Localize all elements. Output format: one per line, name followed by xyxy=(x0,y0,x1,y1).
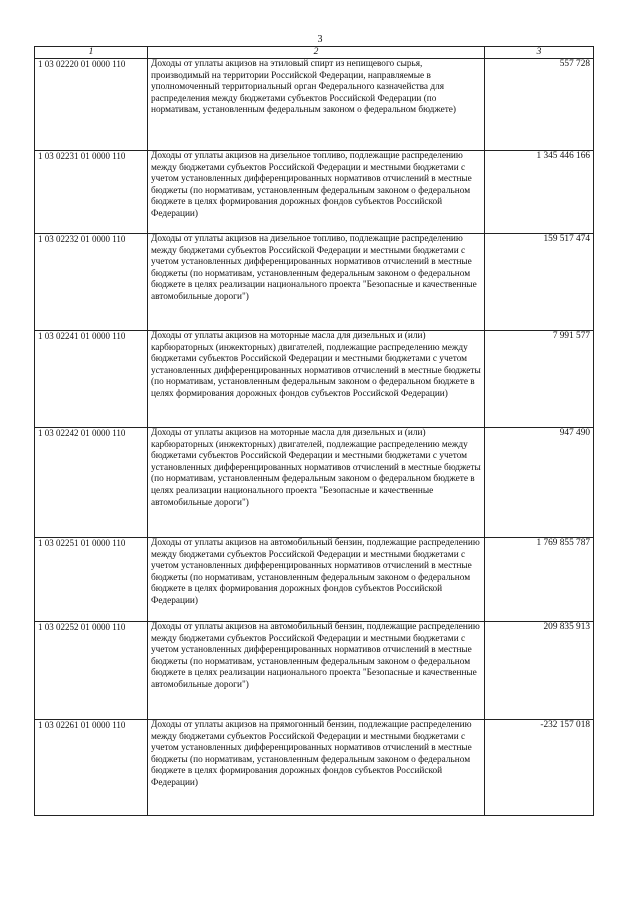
revenue-code-cell: 1 03 02220 01 0000 110 xyxy=(35,59,148,151)
revenue-amount-cell: 159 517 474 xyxy=(485,234,594,331)
revenue-amount-cell: 7 991 577 xyxy=(485,331,594,428)
revenue-code-cell: 1 03 02242 01 0000 110 xyxy=(35,428,148,538)
budget-revenue-table xyxy=(34,46,594,816)
revenue-name-cell: Доходы от уплаты акцизов на автомобильный бензин, подлежащие распределению между бюджетами субъектов Российской Федерации и местными бюджетами с учетом установленных дифференцированных нормативов отчислений в местные бюджеты (по нормативам, установленным федеральным законом о федеральном бюджете в целях реализации национального проекта "Безопасные и качественные автомобильные дороги") xyxy=(148,622,485,720)
page-number: 3 xyxy=(317,34,323,45)
revenue-code-cell: 1 03 02241 01 0000 110 xyxy=(35,331,148,428)
table-row xyxy=(35,234,594,331)
revenue-amount-cell: 557 728 xyxy=(485,59,594,151)
table-row xyxy=(35,428,594,538)
revenue-code-cell: 1 03 02261 01 0000 110 xyxy=(35,720,148,816)
revenue-code-cell: 1 03 02231 01 0000 110 xyxy=(35,151,148,234)
revenue-name-cell: Доходы от уплаты акцизов на автомобильный бензин, подлежащие распределению между бюджетами субъектов Российской Федерации и местными бюджетами с учетом установленных дифференцированных нормативов отчислений в местные бюджеты (по нормативам, установленным федеральным законом о федеральном бюджете в целях формирования дорожных фондов субъектов Российской Федерации) xyxy=(148,538,485,622)
table-row xyxy=(35,151,594,234)
table-row xyxy=(35,538,594,622)
column-header-code: 1 xyxy=(35,47,148,59)
table-row xyxy=(35,59,594,151)
revenue-amount-cell: -232 157 018 xyxy=(485,720,594,816)
revenue-code-cell: 1 03 02252 01 0000 110 xyxy=(35,622,148,720)
revenue-name-cell: Доходы от уплаты акцизов на прямогонный бензин, подлежащие распределению между бюджетами субъектов Российской Федерации и местными бюджетами с учетом установленных дифференцированных нормативов отчислений в местные бюджеты (по нормативам, установленным федеральным законом о федеральном бюджете в целях формирования дорожных фондов субъектов Российской Федерации) xyxy=(148,720,485,816)
revenue-name-cell: Доходы от уплаты акцизов на моторные масла для дизельных и (или) карбюраторных (инжекторных) двигателей, подлежащие распределению между бюджетами субъектов Российской Федерации и местными бюджетами с учетом установленных дифференцированных нормативов отчислений в местные бюджеты (по нормативам, установленным федеральным законом о федеральном бюджете в целях реализации национального проекта "Безопасные и качественные автомобильные дороги") xyxy=(148,428,485,538)
revenue-amount-cell: 209 835 913 xyxy=(485,622,594,720)
column-header-name: 2 xyxy=(148,47,485,59)
revenue-amount-cell: 947 490 xyxy=(485,428,594,538)
table-header-row xyxy=(35,47,594,59)
revenue-name-cell: Доходы от уплаты акцизов на дизельное топливо, подлежащие распределению между бюджетами субъектов Российской Федерации и местными бюджетами с учетом установленных дифференцированных нормативов отчислений в местные бюджеты (по нормативам, установленным федеральным законом о федеральном бюджете в целях реализации национального проекта "Безопасные и качественные автомобильные дороги") xyxy=(148,234,485,331)
revenue-code-cell: 1 03 02251 01 0000 110 xyxy=(35,538,148,622)
revenue-name-cell: Доходы от уплаты акцизов на этиловый спирт из непищевого сырья, производимый на территории Российской Федерации, направляемые в уполномоченный территориальный орган Федерального казначейства для распределения между бюджетами субъектов Российской Федерации (по нормативам, установленным федеральным законом о федеральном бюджете) xyxy=(148,59,485,151)
revenue-amount-cell: 1 345 446 166 xyxy=(485,151,594,234)
revenue-name-cell: Доходы от уплаты акцизов на моторные масла для дизельных и (или) карбюраторных (инжекторных) двигателей, подлежащие распределению между бюджетами субъектов Российской Федерации и местными бюджетами с учетом установленных дифференцированных нормативов отчислений в местные бюджеты (по нормативам, установленным федеральным законом о федеральном бюджете в целях формирования дорожных фондов субъектов Российской Федерации) xyxy=(148,331,485,428)
revenue-name-cell: Доходы от уплаты акцизов на дизельное топливо, подлежащие распределению между бюджетами субъектов Российской Федерации и местными бюджетами с учетом установленных дифференцированных нормативов отчислений в местные бюджеты (по нормативам, установленным федеральным законом о федеральном бюджете в целях формирования дорожных фондов субъектов Российской Федерации) xyxy=(148,151,485,234)
revenue-code-cell: 1 03 02232 01 0000 110 xyxy=(35,234,148,331)
table-row xyxy=(35,622,594,720)
table-row xyxy=(35,331,594,428)
column-header-amount: 3 xyxy=(485,47,594,59)
revenue-amount-cell: 1 769 855 787 xyxy=(485,538,594,622)
table-row xyxy=(35,720,594,816)
